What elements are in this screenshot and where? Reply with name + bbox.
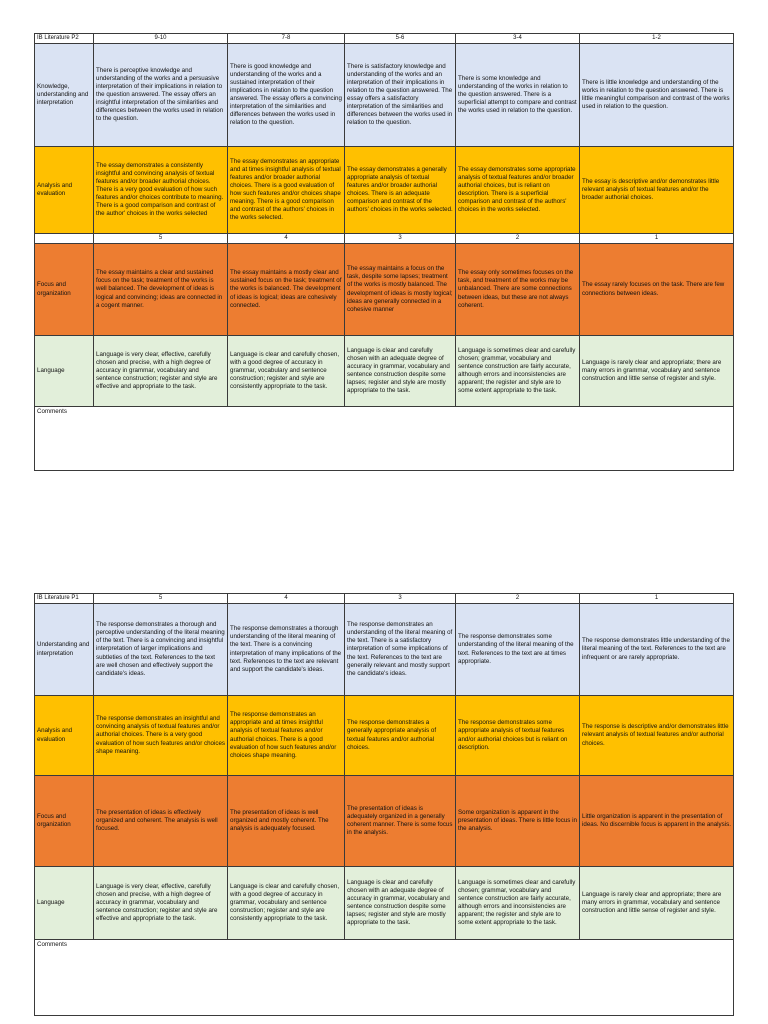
criterion-label: Focus and organization <box>35 244 94 336</box>
descriptor-cell: The response demonstrates a thorough understanding of the literal meaning of the text. There is a convincing interpretation of many implications of the text. References to the text are relevant and support the candidate's ideas. <box>228 604 345 696</box>
criterion-label: Knowledge, understanding and interpretation <box>35 44 94 147</box>
criterion-row <box>35 44 734 147</box>
criterion-label: Focus and organization <box>35 776 94 867</box>
band-header-row <box>35 594 734 604</box>
descriptor-cell: Language is very clear, effective, carefully chosen and precise, with a high degree of accuracy in grammar, vocabulary and sentence construction; register and style are effective and appropriate to the task. <box>94 867 228 940</box>
table-title: IB Literature P2 <box>35 34 94 44</box>
band-label: 1 <box>580 594 734 604</box>
descriptor-cell: Little organization is apparent in the presentation of ideas. No discernible focus is apparent in the analysis. <box>580 776 734 867</box>
descriptor-cell: Language is rarely clear and appropriate; there are many errors in grammar, vocabulary and sentence construction and little sense of register and style. <box>580 867 734 940</box>
descriptor-cell: The response demonstrates an appropriate and at times insightful analysis of textual features and/or authorial choices. There is a good evaluation of how such features and/or choices shape meaning. <box>228 696 345 776</box>
descriptor-cell: The essay demonstrates some appropriate analysis of textual features and/or broader authorial choices, but is reliant on description. There is a superficial comparison and contrast of the authors' choices in the works selected. <box>456 147 580 234</box>
descriptor-cell: The presentation of ideas is well organized and mostly coherent. The analysis is adequately focused. <box>228 776 345 867</box>
band-label: 7-8 <box>228 34 345 44</box>
band-label: 2 <box>456 234 580 244</box>
criterion-row <box>35 336 734 407</box>
descriptor-cell: The presentation of ideas is adequately organized in a generally coherent manner. There is some focus in the analysis. <box>345 776 456 867</box>
criterion-row <box>35 776 734 867</box>
comments-row <box>35 940 734 1016</box>
comments-box[interactable] <box>35 407 734 471</box>
comments-row <box>35 407 734 471</box>
descriptor-cell: The essay only sometimes focuses on the task, and treatment of the works may be unbalanced. There are some connections between ideas, but these are not always coherent. <box>456 244 580 336</box>
descriptor-cell: The essay maintains a focus on the task, despite some lapses; treatment of the works is mostly balanced. The development of ideas is mostly logical; ideas are generally connected in a cohesive manner <box>345 244 456 336</box>
descriptor-cell: There is perceptive knowledge and understanding of the works and a persuasive interpretation of their implications in relation to the question answered. The essay offers an insightful interpretation of the similarities and differences between the works used in relation to the question. <box>94 44 228 147</box>
band-label: 5 <box>94 594 228 604</box>
band-label: 4 <box>228 594 345 604</box>
descriptor-cell: The response demonstrates a generally appropriate analysis of textual features and/or authorial choices. <box>345 696 456 776</box>
descriptor-cell: There is good knowledge and understanding of the works and a sustained interpretation of their implications in relation to the question answered. The essay offers a convincing interpretation of the similarities and differences between the works used in relation to the question. <box>228 44 345 147</box>
descriptor-cell: The essay rarely focuses on the task. There are few connections between ideas. <box>580 244 734 336</box>
descriptor-cell: There is some knowledge and understanding of the works in relation to the question answered. There is a superficial attempt to compare and contrast the works used in relation to the question. <box>456 44 580 147</box>
descriptor-cell: The response demonstrates some understanding of the literal meaning of the text. References to the text are at times appropriate. <box>456 604 580 696</box>
band-label: 2 <box>456 594 580 604</box>
criterion-row <box>35 244 734 336</box>
comments-label: Comments <box>37 408 67 415</box>
band-label: 5 <box>94 234 228 244</box>
criterion-label: Language <box>35 867 94 940</box>
band-label: 1 <box>580 234 734 244</box>
band-label: 9-10 <box>94 34 228 44</box>
criterion-row <box>35 147 734 234</box>
descriptor-cell: The essay demonstrates a consistently insightful and convincing analysis of textual features and/or broader authorial choices. There is a very good evaluation of how such features and/or choices contribute to meaning. There is a good comparison and contrast of the author' choices in the works selected <box>94 147 228 234</box>
criterion-row <box>35 604 734 696</box>
descriptor-cell: The response is descriptive and/or demonstrates little relevant analysis of textual features and/or authorial choices. <box>580 696 734 776</box>
descriptor-cell: There is satisfactory knowledge and understanding of the works and an interpretation of their implications in relation to the question answered. The essay offers a satisfactory interpretation of the similarities and differences between the works used in relation to the question. <box>345 44 456 147</box>
criterion-row <box>35 867 734 940</box>
descriptor-cell: The response demonstrates some appropriate analysis of textual features and/or authorial choices but is reliant on description. <box>456 696 580 776</box>
criterion-label: Understanding and interpretation <box>35 604 94 696</box>
band-label: 3 <box>345 594 456 604</box>
descriptor-cell: Language is very clear, effective, carefully chosen and precise, with a high degree of accuracy in grammar, vocabulary and sentence construction; register and style are effective and appropriate to the task. <box>94 336 228 407</box>
band-header-row <box>35 34 734 44</box>
descriptor-cell: Language is clear and carefully chosen, with a good degree of accuracy in grammar, vocabulary and sentence construction; register and style are consistently appropriate to the task. <box>228 867 345 940</box>
descriptor-cell: The response demonstrates an insightful and convincing analysis of textual features and/or authorial choices. There is a very good evaluation of how such features and/or choices shape meaning. <box>94 696 228 776</box>
descriptor-cell: The essay demonstrates a generally appropriate analysis of textual features and/or broader authorial choices. There is an adequate comparison and contrast of the authors' choices in the works selected. <box>345 147 456 234</box>
band-label: 3-4 <box>456 34 580 44</box>
descriptor-cell: Language is clear and carefully chosen with an adequate degree of accuracy in grammar, vocabulary and sentence construction despite some lapses; register and style are mostly appropriate to the task. <box>345 336 456 407</box>
descriptor-cell: Language is sometimes clear and carefully chosen; grammar, vocabulary and sentence construction are fairly accurate, although errors and inconsistencies are apparent; the register and style are to some extent appropriate to the task. <box>456 336 580 407</box>
descriptor-cell: Language is sometimes clear and carefully chosen; grammar, vocabulary and sentence construction are fairly accurate, although errors and inconsistencies are apparent; the register and style are to some extent appropriate to the task. <box>456 867 580 940</box>
descriptor-cell: The essay demonstrates an appropriate and at times insightful analysis of textual features and/or broader authorial choices. There is a good evaluation of how such features and/or choices shape meaning. There is a good comparison and contrast of the authors' choices in the works selected. <box>228 147 345 234</box>
descriptor-cell: The essay is descriptive and/or demonstrates little relevant analysis of textual features and/or the broader authorial choices. <box>580 147 734 234</box>
descriptor-cell: The essay maintains a clear and sustained focus on the task; treatment of the works is well balanced. The development of ideas is logical and convincing; ideas are connected in a cogent manner. <box>94 244 228 336</box>
descriptor-cell: The response demonstrates an understanding of the literal meaning of the text. There is a satisfactory interpretation of some implications of the text. References to the text are generally relevant and mostly support the candidate's ideas. <box>345 604 456 696</box>
criterion-label: Language <box>35 336 94 407</box>
band-label: 3 <box>345 234 456 244</box>
band-label: 1-2 <box>580 34 734 44</box>
table-title: IB Literature P1 <box>35 594 94 604</box>
comments-label: Comments <box>37 941 67 948</box>
criterion-label: Analysis and evaluation <box>35 147 94 234</box>
descriptor-cell: The response demonstrates a thorough and perceptive understanding of the literal meaning of the text. There is a convincing and insightful interpretation of larger implications and subtleties of the text. References to the text are well chosen and effectively support the candidate's ideas. <box>94 604 228 696</box>
descriptor-cell: Language is clear and carefully chosen with an adequate degree of accuracy in grammar, vocabulary and sentence construction despite some lapses; register and style are mostly appropriate to the task. <box>345 867 456 940</box>
descriptor-cell: Some organization is apparent in the presentation of ideas. There is little focus in the analysis. <box>456 776 580 867</box>
band-label: 4 <box>228 234 345 244</box>
comments-box[interactable] <box>35 940 734 1016</box>
descriptor-cell: Language is rarely clear and appropriate; there are many errors in grammar, vocabulary and sentence construction and little sense of register and style. <box>580 336 734 407</box>
rubric-table-p1 <box>34 593 734 1016</box>
criterion-label: Analysis and evaluation <box>35 696 94 776</box>
band-label: 5-6 <box>345 34 456 44</box>
descriptor-cell: Language is clear and carefully chosen, with a good degree of accuracy in grammar, vocabulary and sentence construction; register and style are consistently appropriate to the task. <box>228 336 345 407</box>
criterion-row <box>35 696 734 776</box>
rubric-table-p2 <box>34 33 734 471</box>
descriptor-cell: There is little knowledge and understanding of the works in relation to the question answered. There is little meaningful comparison and contrast of the works used in relation to the question. <box>580 44 734 147</box>
descriptor-cell: The presentation of ideas is effectively organized and coherent. The analysis is well focused. <box>94 776 228 867</box>
descriptor-cell: The essay maintains a mostly clear and sustained focus on the task; treatment of the works is balanced. The development of ideas is logical; ideas are cohesively connected. <box>228 244 345 336</box>
band-header-row <box>35 234 734 244</box>
descriptor-cell: The response demonstrates little understanding of the literal meaning of the text. References to the text are infrequent or are rarely appropriate. <box>580 604 734 696</box>
